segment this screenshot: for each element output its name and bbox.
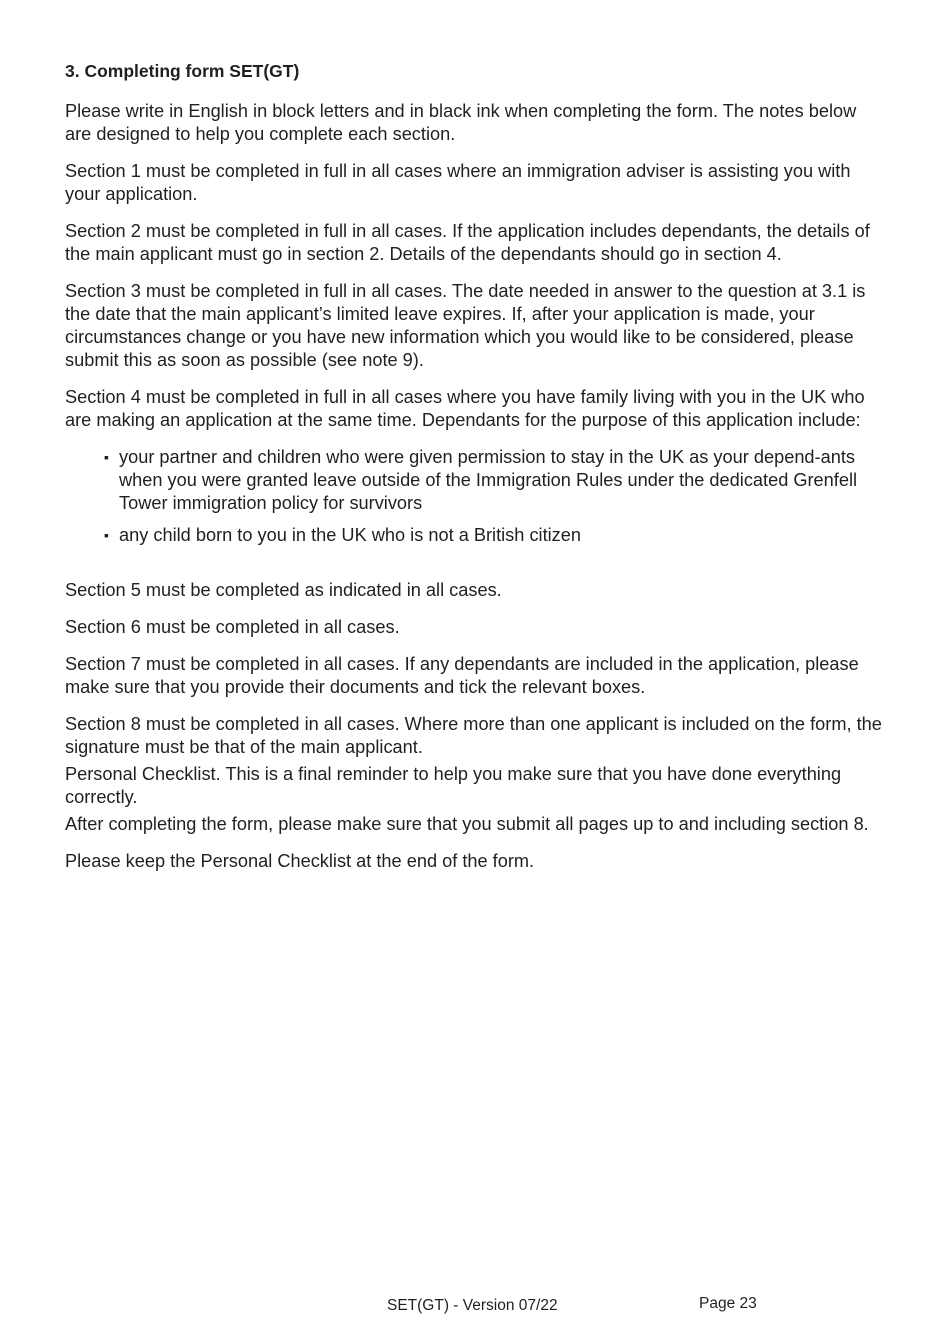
document-page — [65, 60, 887, 887]
section-5-note: Section 5 must be completed as indicated in all cases. — [65, 580, 502, 600]
checklist-note: Personal Checklist. This is a final reminder to help you make sure that you have done everything correctly. — [65, 764, 842, 807]
bullet-icon: ▪ — [104, 527, 109, 543]
section-7-note: Section 7 must be completed in all cases. If any dependants are included in the application, please make sure that you provide their documents and tick the relevant boxes. — [65, 654, 859, 697]
form-version: SET(GT) - Version 07/22 — [387, 1297, 558, 1314]
section-3-note: Section 3 must be completed in full in all cases. The date needed in answer to the question at 3.1 is the date that the main applicant’s limited leave expires. If, after your application is made, your circumstances change or you have new information which you would like to be considered, please submit this as soon as possible (see note 9). — [65, 281, 866, 370]
list-item — [104, 524, 887, 547]
bullet-icon: ▪ — [104, 449, 109, 465]
section-8-note: Section 8 must be completed in all cases. Where more than one applicant is included on the form, the signature must be that of the main applicant. — [65, 714, 882, 757]
list-item — [104, 446, 887, 515]
intro-paragraph: Please write in English in block letters and in black ink when completing the form. The notes below are designed to help you complete each section. — [65, 101, 857, 144]
page-number: Page 23 — [699, 1295, 757, 1312]
section-heading: 3. Completing form SET(GT) — [65, 61, 300, 81]
section-2-note: Section 2 must be completed in full in all cases. If the application includes dependants, the details of the main applicant must go in section 2. Details of the dependants should go in section 4. — [65, 221, 870, 264]
dependants-list — [65, 446, 887, 547]
list-item-text: your partner and children who were given permission to stay in the UK as your depend-ants when you were granted leave outside of the Immigration Rules under the dedicated Grenfell Tower immigration policy for survivors — [119, 447, 858, 513]
section-6-note: Section 6 must be completed in all cases. — [65, 617, 400, 637]
submission-note: After completing the form, please make sure that you submit all pages up to and including section 8. — [65, 814, 869, 834]
list-item-text: any child born to you in the UK who is not a British citizen — [119, 525, 581, 545]
keep-checklist-note: Please keep the Personal Checklist at the end of the form. — [65, 851, 535, 871]
section-4-note: Section 4 must be completed in full in all cases where you have family living with you in the UK who are making an application at the same time. Dependants for the purpose of this application include: — [65, 387, 865, 430]
section-1-note: Section 1 must be completed in full in all cases where an immigration adviser is assisting you with your application. — [65, 161, 851, 204]
